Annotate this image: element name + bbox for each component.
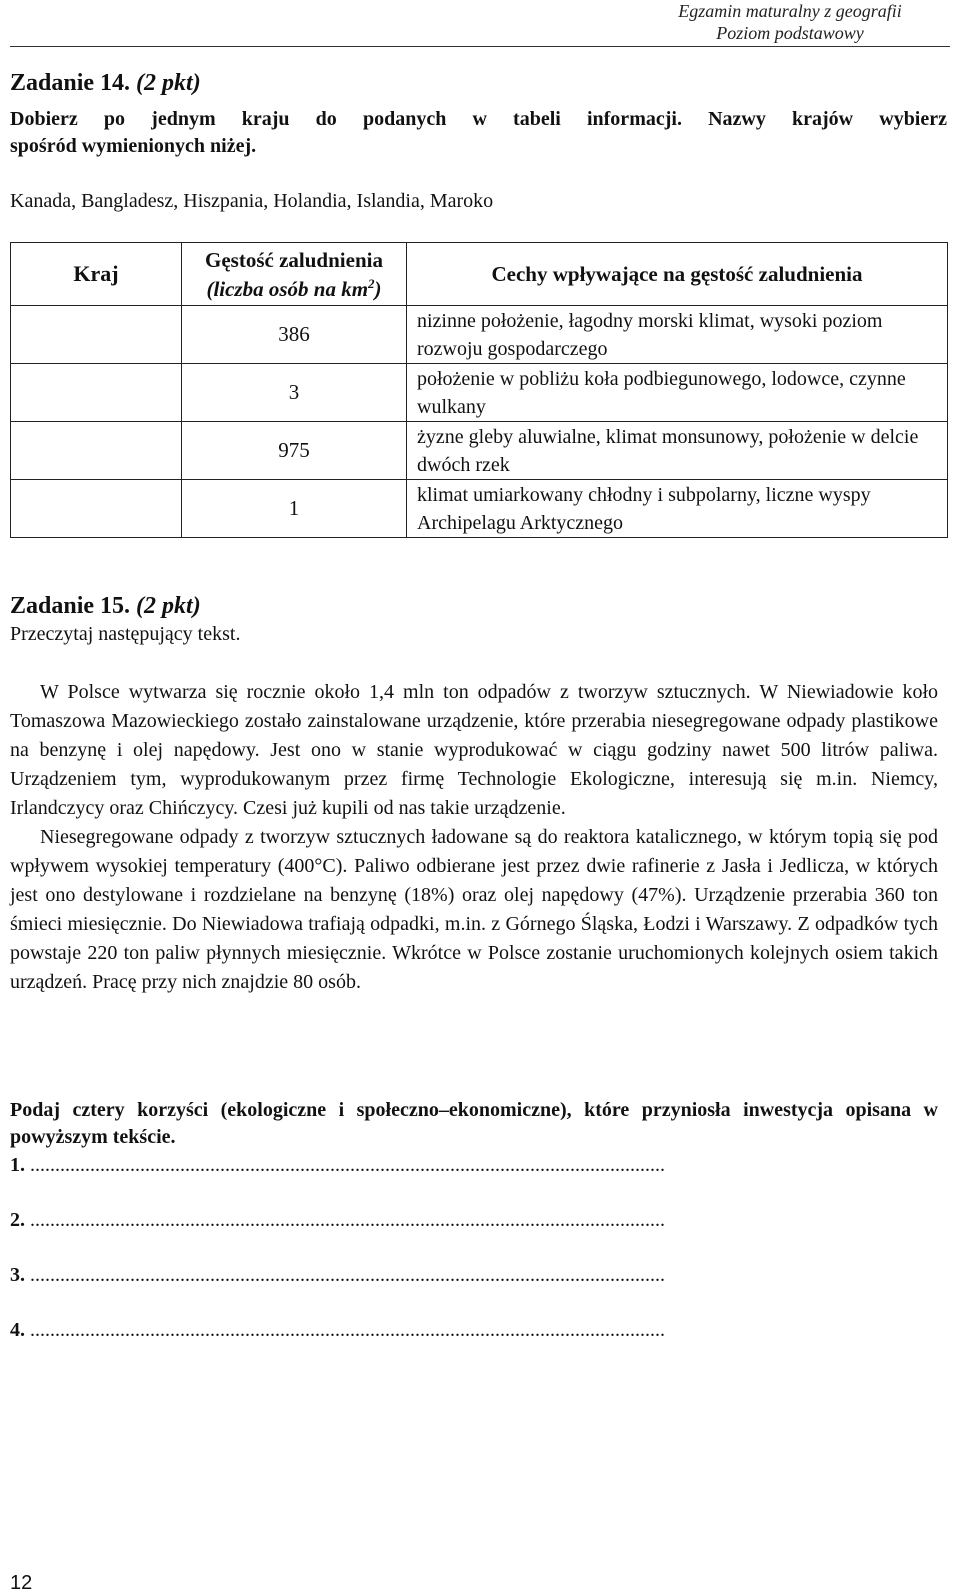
answer-cell-kraj[interactable] bbox=[11, 480, 182, 538]
density-value: 386 bbox=[182, 306, 407, 364]
reading-passage bbox=[10, 678, 938, 997]
exam-title: Egzamin maturalny z geografii bbox=[678, 1, 902, 21]
answer-cell-kraj[interactable] bbox=[11, 422, 182, 480]
page-number: 12 bbox=[10, 1572, 33, 1594]
table-row bbox=[11, 480, 948, 538]
density-value: 1 bbox=[182, 480, 407, 538]
header-kraj: Kraj bbox=[11, 243, 182, 306]
exam-level: Poziom podstawowy bbox=[716, 23, 864, 43]
features-text: żyzne gleby aluwialne, klimat monsunowy, położenie w delcie dwóch rzek bbox=[407, 422, 948, 480]
header-density bbox=[182, 243, 407, 306]
task-14-instruction-line2: spośród wymienionych niżej. bbox=[10, 135, 257, 157]
table-header-row bbox=[11, 243, 948, 306]
answer-line[interactable]: 1. ............................................................................................................................... bbox=[10, 1154, 665, 1176]
passage-paragraph: W Polsce wytwarza się rocznie około 1,4 mln ton odpadów z tworzyw sztucznych. W Niewiadowie koło Tomaszowa Mazowieckiego zostało zainstalowane urządzenie, które przerabia niesegregowane odpady plastikowe na benzynę i olej napędowy. Jest ono w stanie wyprodukować w ciągu godziny nawet 500 litrów paliwa. Urządzeniem tym, wyprodukowanym przez firmę Technologie Ekologiczne, interesują się m.in. Niemcy, Irlandczycy oraz Chińczycy. Czesi już kupili od nas takie urządzenie. bbox=[10, 681, 938, 819]
density-value: 3 bbox=[182, 364, 407, 422]
country-table bbox=[10, 242, 948, 538]
read-instruction: Przeczytaj następujący tekst. bbox=[10, 623, 241, 645]
features-text: nizinne położenie, łagodny morski klimat, wysoki poziom rozwoju gospodarczego bbox=[407, 306, 948, 364]
answer-line[interactable]: 2. ............................................................................................................................... bbox=[10, 1209, 665, 1231]
table-row bbox=[11, 364, 948, 422]
table-row bbox=[11, 306, 948, 364]
table-row bbox=[11, 422, 948, 480]
header-divider bbox=[10, 46, 950, 47]
answer-cell-kraj[interactable] bbox=[11, 364, 182, 422]
answer-cell-kraj[interactable] bbox=[11, 306, 182, 364]
header-density-unit: (liczba osób na $km^2$) bbox=[206, 275, 382, 301]
task-15-title bbox=[10, 593, 201, 620]
country-list: Kanada, Bangladesz, Hiszpania, Holandia, Islandia, Maroko bbox=[10, 190, 494, 212]
header-features: Cechy wpływające na gęstość zaludnienia bbox=[407, 243, 948, 306]
task-15-question: Podaj cztery korzyści (ekologiczne i społeczno–ekonomiczne), które przyniosła inwestycja opisana w powyższym tekście. bbox=[10, 1099, 938, 1148]
task-14-instruction-line1: Dobierz po jednym kraju do podanych w tabeli informacji. Nazwy krajów wybierz bbox=[10, 108, 947, 130]
features-text: klimat umiarkowany chłodny i subpolarny, liczne wyspy Archipelagu Arktycznego bbox=[407, 480, 948, 538]
task-14-instruction bbox=[10, 106, 947, 160]
page-header bbox=[630, 0, 950, 44]
answer-line[interactable]: 4. ............................................................................................................................... bbox=[10, 1319, 665, 1341]
task-14-number: Zadanie 14. bbox=[10, 70, 131, 96]
density-value: 975 bbox=[182, 422, 407, 480]
task-14-title bbox=[10, 70, 201, 97]
header-density-label: Gęstość zaludnienia bbox=[205, 247, 383, 272]
task-15-number: Zadanie 15. bbox=[10, 593, 131, 619]
task-15-points: (2 pkt) bbox=[136, 593, 201, 619]
task-14-points: (2 pkt) bbox=[136, 70, 201, 96]
answer-line[interactable]: 3. ............................................................................................................................... bbox=[10, 1264, 665, 1286]
features-text: położenie w pobliżu koła podbiegunowego, lodowce, czynne wulkany bbox=[407, 364, 948, 422]
passage-paragraph: Niesegregowane odpady z tworzyw sztucznych ładowane są do reaktora katalicznego, w którym topią się pod wpływem wysokiej temperatury (400°C). Paliwo odbierane jest przez dwie rafinerie z Jasła i Jedlicza, w których jest ono destylowane i rozdzielane na benzynę (18%) oraz olej napędowy (47%). Urządzenie przerabia 360 ton śmieci miesięcznie. Do Niewiadowa trafiają odpadki, m.in. z Górnego Śląska, Łodzi i Warszawy. Z odpadków tych powstaje 220 ton paliw płynnych miesięcznie. Wkrótce w Polsce zostanie uruchomionych kolejnych osiem takich urządzeń. Pracę przy nich znajdzie 80 osób. bbox=[10, 826, 938, 993]
